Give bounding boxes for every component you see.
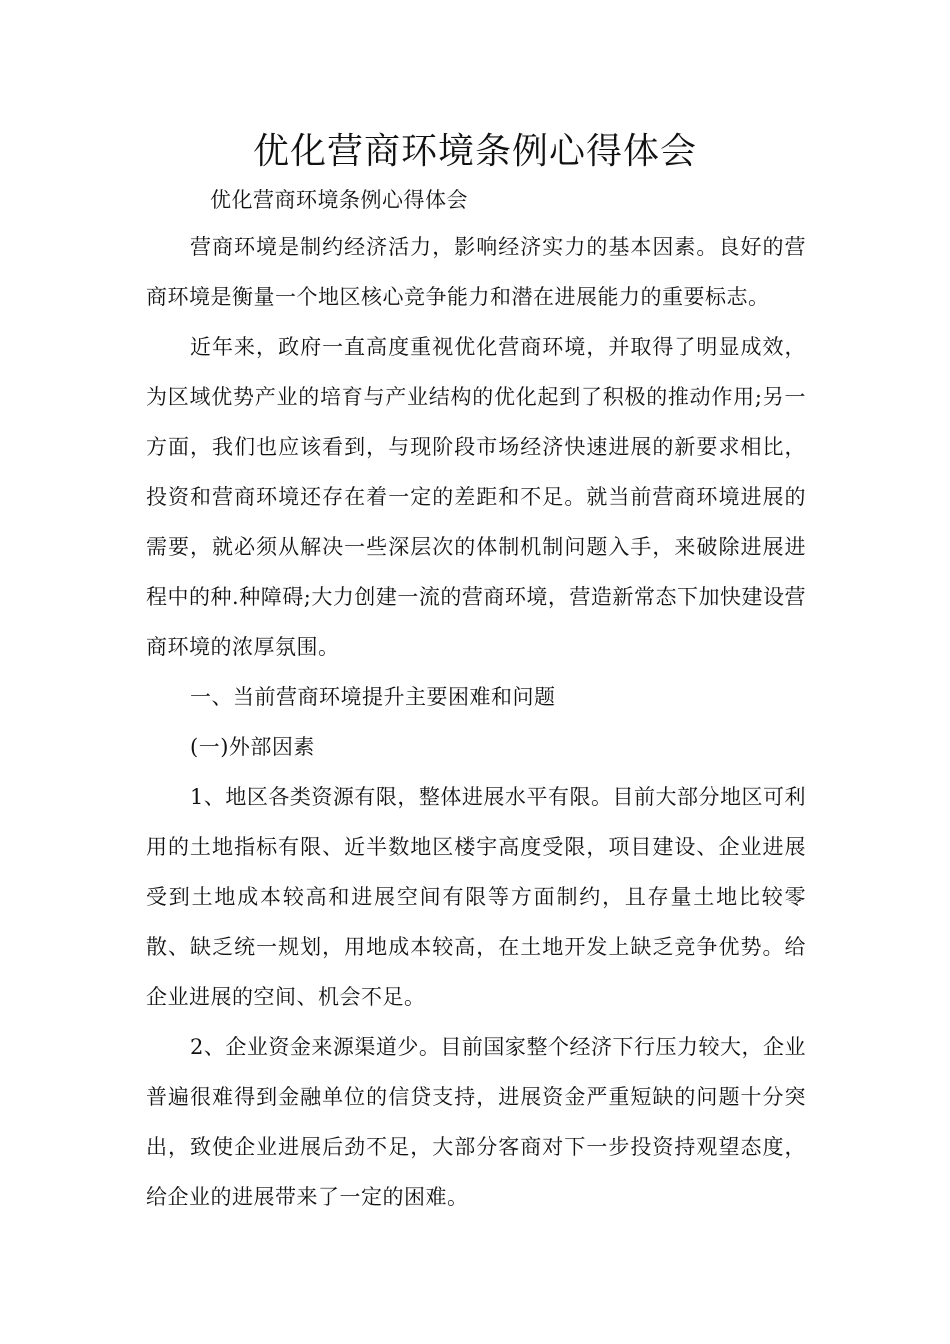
- document-title: 优化营商环境条例心得体会: [252, 131, 697, 172]
- paragraph-point-2: 2、企业资金来源渠道少。目前国家整个经济下行压力较大，企业普遍很难得到金融单位的信贷支持，进展资金严重短缺的问题十分突出，致使企业进展后劲不足，大部分客商对下一步投资持观望态度，给企业的进展带来了一定的困难。: [146, 1035, 806, 1209]
- paragraph-intro: 营商环境是制约经济活力，影响经济实力的基本因素。良好的营商环境是衡量一个地区核心竞争能力和潜在进展能力的重要标志。: [146, 235, 806, 309]
- paragraph-recent-years: 近年来，政府一直高度重视优化营商环境，并取得了明显成效，为区域优势产业的培育与产业结构的优化起到了积极的推动作用;另一方面，我们也应该看到，与现阶段市场经济快速进展的新要求相比，投资和营商环境还存在着一定的差距和不足。就当前营商环境进展的需要，就必须从解决一些深层次的体制机制问题入手，来破除进展进程中的种.种障碍;大力创建一流的营商环境，营造新常态下加快建设营商环境的浓厚氛围。: [146, 335, 806, 659]
- subsection-heading-external-factors: (一)外部因素: [190, 735, 315, 759]
- document-body: [146, 178, 806, 1222]
- section-heading-problems: 一、当前营商环境提升主要困难和问题: [190, 685, 556, 709]
- document-subtitle: 优化营商环境条例心得体会: [210, 188, 468, 212]
- paragraph-point-1: 1、地区各类资源有限，整体进展水平有限。目前大部分地区可利用的土地指标有限、近半数地区楼宇高度受限，项目建设、企业进展受到土地成本较高和进展空间有限等方面制约，且存量土地比较零散、缺乏统一规划，用地成本较高，在土地开发上缺乏竞争优势。给企业进展的空间、机会不足。: [146, 785, 806, 1009]
